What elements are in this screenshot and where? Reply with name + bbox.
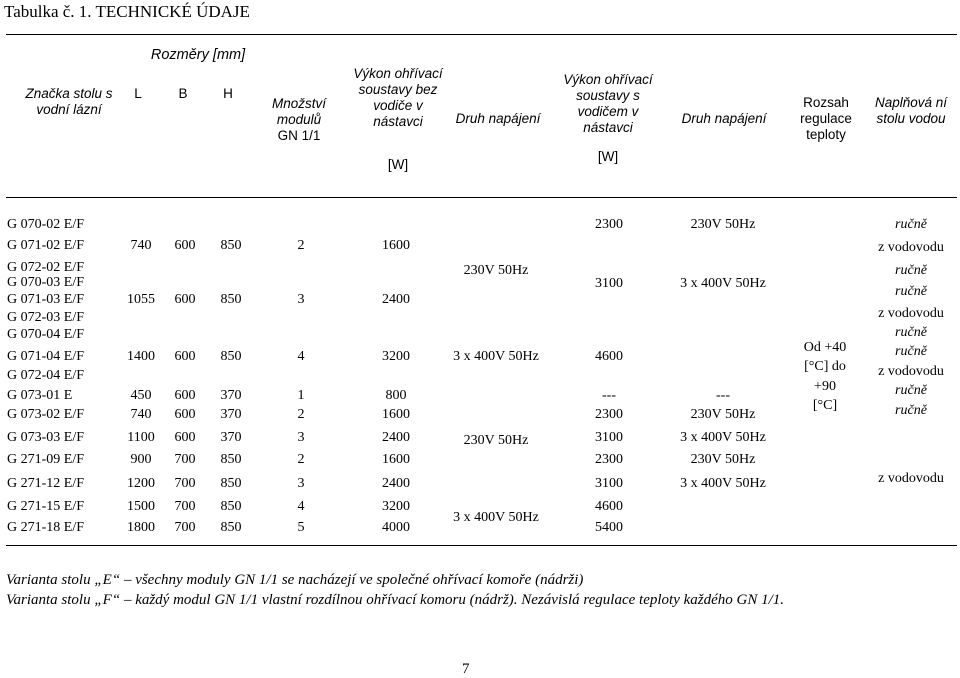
table-cell-H: 370 [220, 388, 242, 403]
table-row-model: G 071-03 E/F [7, 292, 84, 307]
table-cell-L: 1200 [127, 476, 155, 491]
table-cell-s2: 3 x 400V 50Hz [680, 276, 766, 291]
table-cell-mod: 5 [297, 520, 305, 535]
table-cell-p1: 4000 [382, 520, 410, 535]
table-row-model: G 271-15 E/F [7, 499, 84, 514]
header-dim-l: L [134, 86, 142, 101]
table-cell-p2: 2300 [595, 217, 623, 232]
table-cell-fill: z vodovodu [878, 364, 944, 379]
header-power-no-drain: Výkon ohřívací soustavy bez vodiče v nástavci [353, 66, 443, 129]
table-cell-fill: ručně [895, 284, 927, 299]
table-cell-B: 700 [174, 499, 196, 514]
temp-range-line-1: Od +40 [803, 340, 847, 355]
table-cell-s2: --- [716, 388, 730, 403]
table-cell-s2: 230V 50Hz [690, 217, 756, 232]
supply1-merged-b: 230V 50Hz [463, 433, 529, 448]
footnote-variant-e: Varianta stolu „E“ – všechny moduly GN 1/1 se nacházejí ve společné ohřívací komoře (nádrži) [6, 572, 584, 588]
table-cell-B: 600 [174, 388, 196, 403]
table-cell-fill: z vodovodu [878, 306, 944, 321]
table-cell-B: 600 [174, 349, 196, 364]
table-cell-H: 850 [220, 292, 242, 307]
table-cell-B: 600 [174, 430, 196, 445]
table-cell-fill: ručně [895, 263, 927, 278]
table-cell-mod: 2 [297, 452, 305, 467]
page-number: 7 [462, 661, 470, 677]
table-cell-L: 1055 [127, 292, 155, 307]
table-cell-fill: ručně [895, 403, 927, 418]
table-cell-L: 1100 [127, 430, 155, 445]
header-dimensions: Rozměry [mm] [150, 47, 246, 63]
table-cell-p1: 2400 [382, 476, 410, 491]
table-cell-mod: 3 [297, 292, 305, 307]
table-cell-H: 850 [220, 476, 242, 491]
table-row-model: G 071-04 E/F [7, 349, 84, 364]
table-cell-mod: 2 [297, 407, 305, 422]
table-cell-p2: 2300 [595, 452, 623, 467]
table-bottom-border [6, 545, 957, 546]
table-row-model: G 070-03 E/F [7, 275, 84, 290]
table-cell-s2: 3 x 400V 50Hz [680, 476, 766, 491]
table-cell-H: 850 [220, 499, 242, 514]
header-supply-2: Druh napájení [681, 111, 767, 126]
table-cell-s2: 230V 50Hz [690, 452, 756, 467]
table-row-model: G 271-18 E/F [7, 520, 84, 535]
table-cell-B: 600 [174, 292, 196, 307]
table-cell-s2: 3 x 400V 50Hz [680, 430, 766, 445]
table-cell-mod: 1 [297, 388, 305, 403]
supply1-merged-c: 3 x 400V 50Hz [453, 510, 539, 525]
table-cell-mod: 4 [297, 349, 305, 364]
table-row-model: G 271-12 E/F [7, 476, 84, 491]
table-cell-p1: 3200 [382, 499, 410, 514]
table-header-bottom-border [6, 197, 957, 198]
table-row-model: G 072-02 E/F [7, 260, 84, 275]
table-cell-p1: 1600 [382, 452, 410, 467]
table-cell-s2: 230V 50Hz [690, 407, 756, 422]
table-cell-H: 370 [220, 407, 242, 422]
table-cell-L: 740 [130, 407, 152, 422]
table-cell-L: 900 [130, 452, 152, 467]
fill-merged-bottom: z vodovodu [878, 471, 944, 486]
header-dim-b: B [178, 86, 188, 101]
table-cell-B: 600 [174, 407, 196, 422]
table-cell-p2: 4600 [595, 499, 623, 514]
table-row-model: G 072-03 E/F [7, 310, 84, 325]
table-cell-fill: ručně [895, 344, 927, 359]
temp-range-line-4: [°C] [812, 398, 838, 413]
table-row-model: G 073-01 E [7, 388, 73, 403]
table-cell-L: 740 [130, 238, 152, 253]
table-top-border [6, 34, 957, 35]
table-cell-mod: 2 [297, 238, 305, 253]
header-brand: Značka stolu s vodní lázní [25, 86, 113, 117]
table-cell-s1: 3 x 400V 50Hz [453, 349, 539, 364]
table-row-model: G 073-03 E/F [7, 430, 84, 445]
table-cell-L: 450 [130, 388, 152, 403]
table-cell-mod: 4 [297, 499, 305, 514]
header-power-no-drain-unit: [W] [387, 157, 409, 172]
table-row-model: G 070-02 E/F [7, 217, 84, 232]
temp-range-line-3: +90 [814, 379, 836, 394]
table-cell-H: 370 [220, 430, 242, 445]
page-title: Tabulka č. 1. TECHNICKÉ ÚDAJE [4, 2, 250, 21]
table-cell-p1: 1600 [382, 238, 410, 253]
table-cell-L: 1800 [127, 520, 155, 535]
table-cell-p2: 3100 [595, 476, 623, 491]
table-cell-B: 600 [174, 238, 196, 253]
table-cell-H: 850 [220, 452, 242, 467]
table-row-model: G 271-09 E/F [7, 452, 84, 467]
table-cell-B: 700 [174, 476, 196, 491]
table-row-model: G 073-02 E/F [7, 407, 84, 422]
supply1-merged-a: 230V 50Hz [463, 263, 529, 278]
table-cell-B: 700 [174, 452, 196, 467]
table-cell-fill: z vodovodu [878, 240, 944, 255]
table-cell-B: 700 [174, 520, 196, 535]
footnote-variant-f: Varianta stolu „F“ – každý modul GN 1/1 vlastní rozdílnou ohřívací komoru (nádrž). Nezávislá regulace teploty každého GN 1/1. [6, 592, 785, 608]
table-cell-p1: 1600 [382, 407, 410, 422]
table-cell-fill: ručně [895, 325, 927, 340]
table-cell-p2: 4600 [595, 349, 623, 364]
header-dim-h: H [223, 86, 233, 101]
header-modules-sub: GN 1/1 [277, 128, 321, 143]
header-temp-range: Rozsah regulace teploty [800, 95, 852, 142]
table-cell-L: 1500 [127, 499, 155, 514]
table-cell-p1: 2400 [382, 292, 410, 307]
table-cell-L: 1400 [127, 349, 155, 364]
table-cell-p2: 3100 [595, 430, 623, 445]
table-cell-p1: 800 [385, 388, 407, 403]
table-cell-H: 850 [220, 520, 242, 535]
temp-range-line-2: [°C] do [804, 359, 846, 374]
table-cell-fill: ručně [895, 383, 927, 398]
table-row-model: G 070-04 E/F [7, 327, 84, 342]
header-power-drain: Výkon ohřívací soustavy s vodičem v nástavci [563, 72, 653, 135]
table-cell-p1: 3200 [382, 349, 410, 364]
table-cell-fill: ručně [895, 217, 927, 232]
table-row-model: G 072-04 E/F [7, 368, 84, 383]
table-cell-mod: 3 [297, 430, 305, 445]
header-modules: Množství modulů [271, 96, 326, 127]
table-cell-p2: 2300 [595, 407, 623, 422]
header-filling: Naplňová ní stolu vodou [874, 95, 948, 126]
table-cell-p2: --- [602, 388, 616, 403]
table-cell-H: 850 [220, 349, 242, 364]
table-cell-p2: 3100 [595, 276, 623, 291]
table-cell-p1: 2400 [382, 430, 410, 445]
table-cell-H: 850 [220, 238, 242, 253]
table-cell-p2: 5400 [595, 520, 623, 535]
header-power-drain-unit: [W] [597, 149, 619, 164]
header-supply-1: Druh napájení [455, 111, 541, 126]
table-cell-mod: 3 [297, 476, 305, 491]
table-row-model: G 071-02 E/F [7, 238, 84, 253]
